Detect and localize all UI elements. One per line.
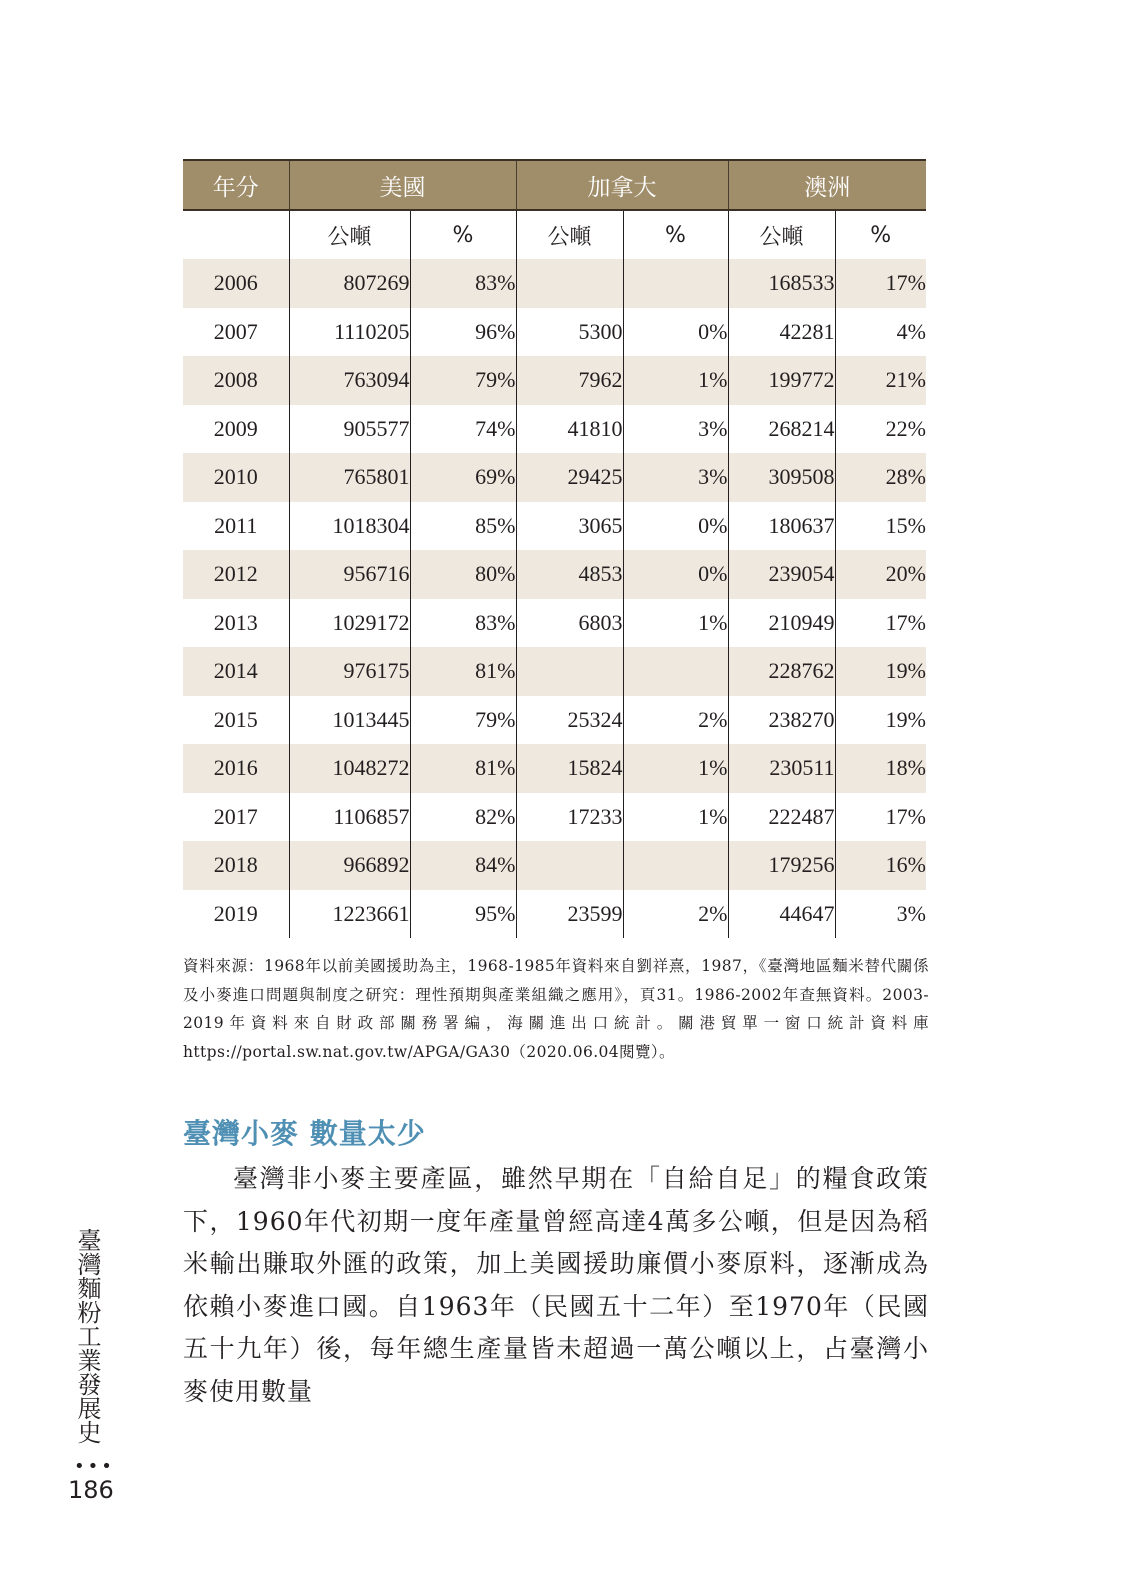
cell-ca-pct: 1% (623, 744, 728, 793)
cell-ca-pct: 2% (623, 890, 728, 939)
cell-ca-tons: 25324 (516, 696, 623, 745)
cell-ca-pct: 1% (623, 599, 728, 648)
cell-au-pct: 19% (835, 696, 926, 745)
cell-year: 2018 (183, 841, 289, 890)
cell-year: 2008 (183, 356, 289, 405)
page-dots-ornament: ••• (74, 1456, 115, 1477)
subheader-ca-tons: 公噸 (516, 210, 623, 259)
table-row (183, 550, 926, 599)
cell-ca-pct: 0% (623, 308, 728, 357)
cell-au-tons: 309508 (728, 453, 835, 502)
cell-au-pct: 4% (835, 308, 926, 357)
cell-au-tons: 210949 (728, 599, 835, 648)
cell-ca-tons: 15824 (516, 744, 623, 793)
table-body (183, 259, 926, 938)
cell-ca-tons: 5300 (516, 308, 623, 357)
cell-year: 2015 (213, 706, 258, 732)
cell-us-tons: 976175 (289, 647, 410, 696)
cell-au-pct: 28% (835, 453, 926, 502)
cell-us-pct: 84% (410, 841, 516, 890)
table-row (183, 453, 926, 502)
table-row (183, 356, 926, 405)
cell-ca-pct (623, 259, 728, 308)
table-header-row (183, 160, 926, 210)
subheader-blank (183, 210, 289, 259)
cell-year: 2017 (213, 803, 258, 829)
cell-ca-tons: 29425 (516, 453, 623, 502)
cell-ca-pct: 3% (623, 453, 728, 502)
cell-au-tons: 199772 (728, 356, 835, 405)
cell-ca-tons (516, 259, 623, 308)
table-row (183, 841, 926, 890)
cell-ca-tons: 23599 (516, 890, 623, 939)
cell-us-tons: 1106857 (289, 793, 410, 842)
cell-au-tons: 238270 (728, 696, 835, 745)
cell-au-pct: 16% (835, 841, 926, 890)
header-canada: 加拿大 (516, 160, 728, 210)
cell-us-pct: 69% (410, 453, 516, 502)
cell-au-tons: 42281 (728, 308, 835, 357)
subheader-au-pct: % (835, 210, 926, 259)
wheat-import-table (183, 159, 926, 938)
cell-ca-pct (623, 647, 728, 696)
cell-ca-tons: 6803 (516, 599, 623, 648)
table-row (183, 259, 926, 308)
table-row (183, 793, 926, 842)
cell-us-pct: 95% (410, 890, 516, 939)
header-year: 年分 (183, 160, 289, 210)
cell-au-pct: 21% (835, 356, 926, 405)
book-title-vertical: 臺灣麵粉工業發展史 (73, 1228, 101, 1444)
cell-au-pct: 22% (835, 405, 926, 454)
cell-ca-pct: 1% (623, 793, 728, 842)
cell-us-tons: 1013445 (289, 696, 410, 745)
table-row (183, 502, 926, 551)
table-row (183, 696, 926, 745)
cell-us-pct: 82% (410, 793, 516, 842)
cell-us-tons: 1018304 (289, 502, 410, 551)
cell-ca-pct: 0% (623, 502, 728, 551)
table-row (183, 647, 926, 696)
cell-year: 2007 (213, 318, 258, 344)
cell-us-pct: 96% (410, 308, 516, 357)
cell-au-tons: 168533 (728, 259, 835, 308)
cell-au-pct: 3% (835, 890, 926, 939)
cell-au-tons: 239054 (728, 550, 835, 599)
subheader-au-tons: 公噸 (728, 210, 835, 259)
cell-year: 2009 (213, 415, 258, 441)
cell-us-tons: 1048272 (289, 744, 410, 793)
subheader-us-pct: % (410, 210, 516, 259)
cell-ca-tons: 17233 (516, 793, 623, 842)
cell-au-tons: 44647 (728, 890, 835, 939)
cell-au-tons: 180637 (728, 502, 835, 551)
cell-year: 2014 (183, 647, 289, 696)
cell-ca-pct: 1% (623, 356, 728, 405)
cell-us-tons: 1029172 (289, 599, 410, 648)
cell-us-pct: 74% (410, 405, 516, 454)
cell-au-tons: 268214 (728, 405, 835, 454)
cell-year: 2010 (183, 453, 289, 502)
cell-ca-pct: 0% (623, 550, 728, 599)
cell-au-pct: 17% (835, 259, 926, 308)
cell-us-tons: 905577 (289, 405, 410, 454)
subheader-us-tons: 公噸 (289, 210, 410, 259)
cell-us-pct: 80% (410, 550, 516, 599)
cell-us-pct: 83% (410, 599, 516, 648)
cell-year: 2019 (213, 900, 258, 926)
table-row (183, 890, 926, 939)
cell-ca-tons: 3065 (516, 502, 623, 551)
cell-us-tons: 966892 (289, 841, 410, 890)
cell-us-pct: 85% (410, 502, 516, 551)
cell-au-tons: 222487 (728, 793, 835, 842)
page-number: 186 (68, 1476, 114, 1504)
cell-au-tons: 230511 (728, 744, 835, 793)
cell-us-tons: 765801 (289, 453, 410, 502)
cell-ca-pct: 2% (623, 696, 728, 745)
table-row (183, 405, 926, 454)
cell-us-tons: 1223661 (289, 890, 410, 939)
cell-au-pct: 20% (835, 550, 926, 599)
cell-au-pct: 19% (835, 647, 926, 696)
cell-au-pct: 17% (835, 599, 926, 648)
table-row (183, 599, 926, 648)
cell-au-pct: 17% (835, 793, 926, 842)
table-subheader-row (183, 210, 926, 259)
cell-us-tons: 763094 (289, 356, 410, 405)
cell-ca-tons: 7962 (516, 356, 623, 405)
cell-us-pct: 81% (410, 744, 516, 793)
cell-year: 2016 (183, 744, 289, 793)
cell-ca-tons: 41810 (516, 405, 623, 454)
cell-year: 2012 (183, 550, 289, 599)
cell-au-pct: 18% (835, 744, 926, 793)
cell-us-tons: 1110205 (289, 308, 410, 357)
cell-ca-tons (516, 647, 623, 696)
body-paragraph: 臺灣非小麥主要產區，雖然早期在「自給自足」的糧食政策下，1960年代初期一度年產量曾經高達4萬多公噸，但是因為稻米輸出賺取外匯的政策，加上美國援助廉價小麥原料，逐漸成為依賴小麥進口國。自1963年（民國五十二年）至1970年（民國五十九年）後，每年總生產量皆未超過一萬公噸以上，占臺灣小麥使用數量 (183, 1164, 929, 1406)
cell-us-pct: 83% (410, 259, 516, 308)
cell-year: 2011 (214, 512, 258, 538)
cell-ca-pct: 3% (623, 405, 728, 454)
cell-year: 2013 (213, 609, 258, 635)
table-row (183, 744, 926, 793)
cell-ca-tons: 4853 (516, 550, 623, 599)
cell-us-tons: 807269 (289, 259, 410, 308)
cell-year: 2006 (183, 259, 289, 308)
cell-us-tons: 956716 (289, 550, 410, 599)
cell-au-tons: 228762 (728, 647, 835, 696)
cell-au-pct: 15% (835, 502, 926, 551)
header-us: 美國 (289, 160, 516, 210)
source-note: 資料來源：1968年以前美國援助為主，1968-1985年資料來自劉祥熹，1987，《臺灣地區麵米替代關係及小麥進口問題與制度之研究：理性預期與產業組織之應用》，頁31。1986-2002年查無資料。2003-2019年資料來自財政部關務署編，海關進出口統計。關港貿單一窗口統計資料庫https://portal.sw.nat.gov.tw/APGA/GA30（2020.06.04閱覽）。 (183, 957, 929, 1061)
cell-ca-tons (516, 841, 623, 890)
cell-ca-pct (623, 841, 728, 890)
header-australia: 澳洲 (728, 160, 926, 210)
cell-us-pct: 81% (410, 647, 516, 696)
table-row (183, 308, 926, 357)
cell-au-tons: 179256 (728, 841, 835, 890)
cell-us-pct: 79% (410, 356, 516, 405)
subheader-ca-pct: % (623, 210, 728, 259)
cell-us-pct: 79% (410, 696, 516, 745)
section-heading: 臺灣小麥 數量太少 (183, 1117, 426, 1150)
